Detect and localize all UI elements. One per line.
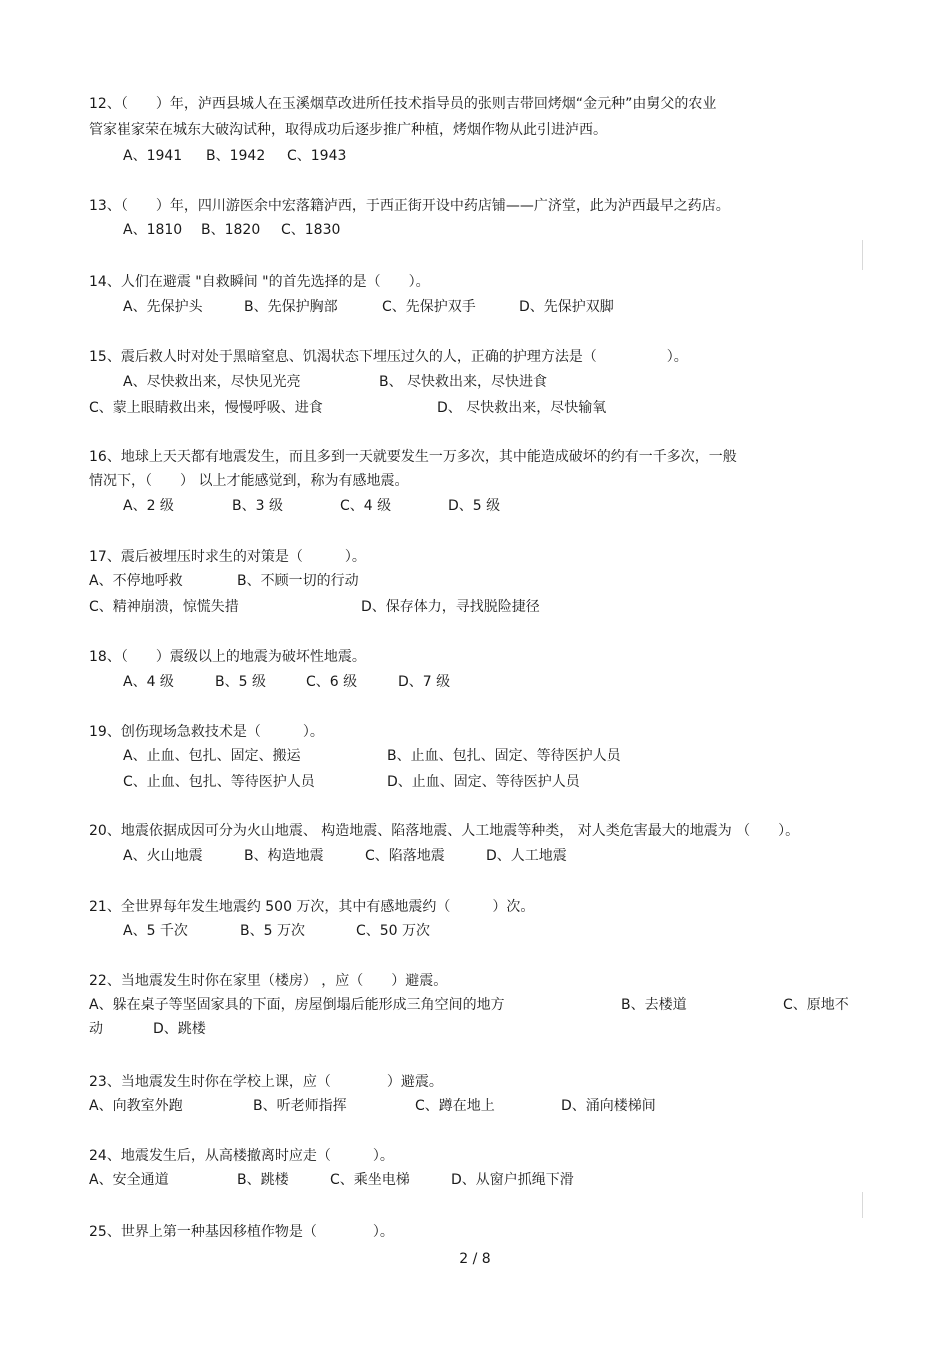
page-edge-mark	[862, 240, 863, 270]
answer-option: B、跳楼	[237, 1172, 289, 1188]
answer-option: C、1830	[281, 222, 341, 238]
answer-option: B、听老师指挥	[253, 1098, 347, 1114]
answer-option: D、跳楼	[153, 1021, 206, 1037]
question-text: 25、世界上第一种基因移植作物是（ ）。	[89, 1224, 394, 1240]
answer-option: B、 尽快救出来，尽快进食	[379, 374, 548, 390]
answer-option: A、2 级	[123, 498, 174, 514]
answer-option: C、蹲在地上	[415, 1098, 495, 1114]
question-text: 19、创伤现场急救技术是（ ）。	[89, 724, 324, 740]
answer-option: C、蒙上眼睛救出来，慢慢呼吸、进食	[89, 400, 323, 416]
answer-option: A、1810	[123, 222, 183, 238]
answer-option: B、1820	[201, 222, 261, 238]
answer-option: C、6 级	[306, 674, 358, 690]
question-text: 21、全世界每年发生地震约 500 万次，其中有感地震约（ ）次。	[89, 899, 535, 915]
answer-option: A、5 千次	[123, 923, 188, 939]
answer-option: B、5 级	[215, 674, 266, 690]
question-text: 管家崔家荣在城东大破沟试种，取得成功后逐步推广种植，烤烟作物从此引进泸西。	[89, 122, 607, 138]
answer-option: A、向教室外跑	[89, 1098, 183, 1114]
answer-option: A、躲在桌子等坚固家具的下面，房屋倒塌后能形成三角空间的地方	[89, 997, 505, 1013]
answer-option: B、先保护胸部	[244, 299, 338, 315]
answer-option: D、涌向楼梯间	[561, 1098, 656, 1114]
answer-option: D、5 级	[448, 498, 501, 514]
answer-option: A、止血、包扎、固定、搬运	[123, 748, 301, 764]
question-text: 15、震后救人时对处于黑暗窒息、饥渴状态下埋压过久的人，正确的护理方法是（ ）。	[89, 349, 688, 365]
answer-option: A、1941	[123, 148, 183, 164]
answer-option: C、原地不	[783, 997, 849, 1013]
page-edge-mark	[862, 1192, 863, 1218]
answer-option: C、先保护双手	[382, 299, 476, 315]
question-text: 22、当地震发生时你在家里（楼房） ，应（ ）避震。	[89, 973, 448, 989]
answer-option: C、乘坐电梯	[330, 1172, 410, 1188]
answer-option: D、7 级	[398, 674, 451, 690]
answer-option: A、先保护头	[123, 299, 203, 315]
answer-option: C、4 级	[340, 498, 392, 514]
answer-option: B、3 级	[232, 498, 283, 514]
question-text: 17、震后被埋压时求生的对策是（ ）。	[89, 549, 366, 565]
answer-option: B、5 万次	[240, 923, 305, 939]
answer-option: D、止血、固定、等待医护人员	[387, 774, 580, 790]
answer-option: C、陷落地震	[365, 848, 445, 864]
answer-option: D、人工地震	[486, 848, 567, 864]
answer-option: B、1942	[206, 148, 266, 164]
question-text: 23、当地震发生时你在学校上课，应（ ）避震。	[89, 1074, 443, 1090]
answer-option: 动	[89, 1021, 103, 1037]
answer-option: B、止血、包扎、固定、等待医护人员	[387, 748, 621, 764]
answer-option: A、不停地呼救	[89, 573, 183, 589]
answer-option: A、火山地震	[123, 848, 203, 864]
answer-option: B、不顾一切的行动	[237, 573, 359, 589]
answer-option: B、去楼道	[621, 997, 687, 1013]
answer-option: A、4 级	[123, 674, 174, 690]
answer-option: D、先保护双脚	[519, 299, 614, 315]
question-text: 20、地震依据成因可分为火山地震、 构造地震、陷落地震、人工地震等种类， 对人类危害最大的地震为 （ ）。	[89, 823, 800, 839]
question-text: 24、地震发生后，从高楼撤离时应走（ ）。	[89, 1148, 394, 1164]
answer-option: C、50 万次	[356, 923, 431, 939]
answer-option: D、保存体力，寻找脱险捷径	[361, 599, 540, 615]
question-text: 14、人们在避震 "自救瞬间 "的首先选择的是（ ）。	[89, 274, 430, 290]
page-number: 2 / 8	[459, 1251, 491, 1267]
answer-option: A、安全通道	[89, 1172, 169, 1188]
answer-option: C、1943	[287, 148, 347, 164]
question-text: 18、（ ）震级以上的地震为破坏性地震。	[89, 649, 366, 665]
answer-option: B、构造地震	[244, 848, 324, 864]
answer-option: A、尽快救出来，尽快见光亮	[123, 374, 301, 390]
question-text: 13、（ ）年，四川游医余中宏落籍泸西，于西正街开设中药店铺——广济堂，此为泸西最早之药店。	[89, 198, 730, 214]
answer-option: D、 尽快救出来，尽快输氧	[437, 400, 607, 416]
question-text: 12、（ ）年，泸西县城人在玉溪烟草改进所任技术指导员的张则吉带回烤烟“金元种”由舅父的农业	[89, 96, 717, 112]
answer-option: D、从窗户抓绳下滑	[451, 1172, 574, 1188]
question-text: 16、地球上天天都有地震发生，而且多到一天就要发生一万多次，其中能造成破坏的约有一千多次，一般	[89, 449, 737, 465]
answer-option: C、精神崩溃，惊慌失措	[89, 599, 239, 615]
question-text: 情况下，（ ） 以上才能感觉到，称为有感地震。	[89, 473, 409, 489]
answer-option: C、止血、包扎、等待医护人员	[123, 774, 315, 790]
